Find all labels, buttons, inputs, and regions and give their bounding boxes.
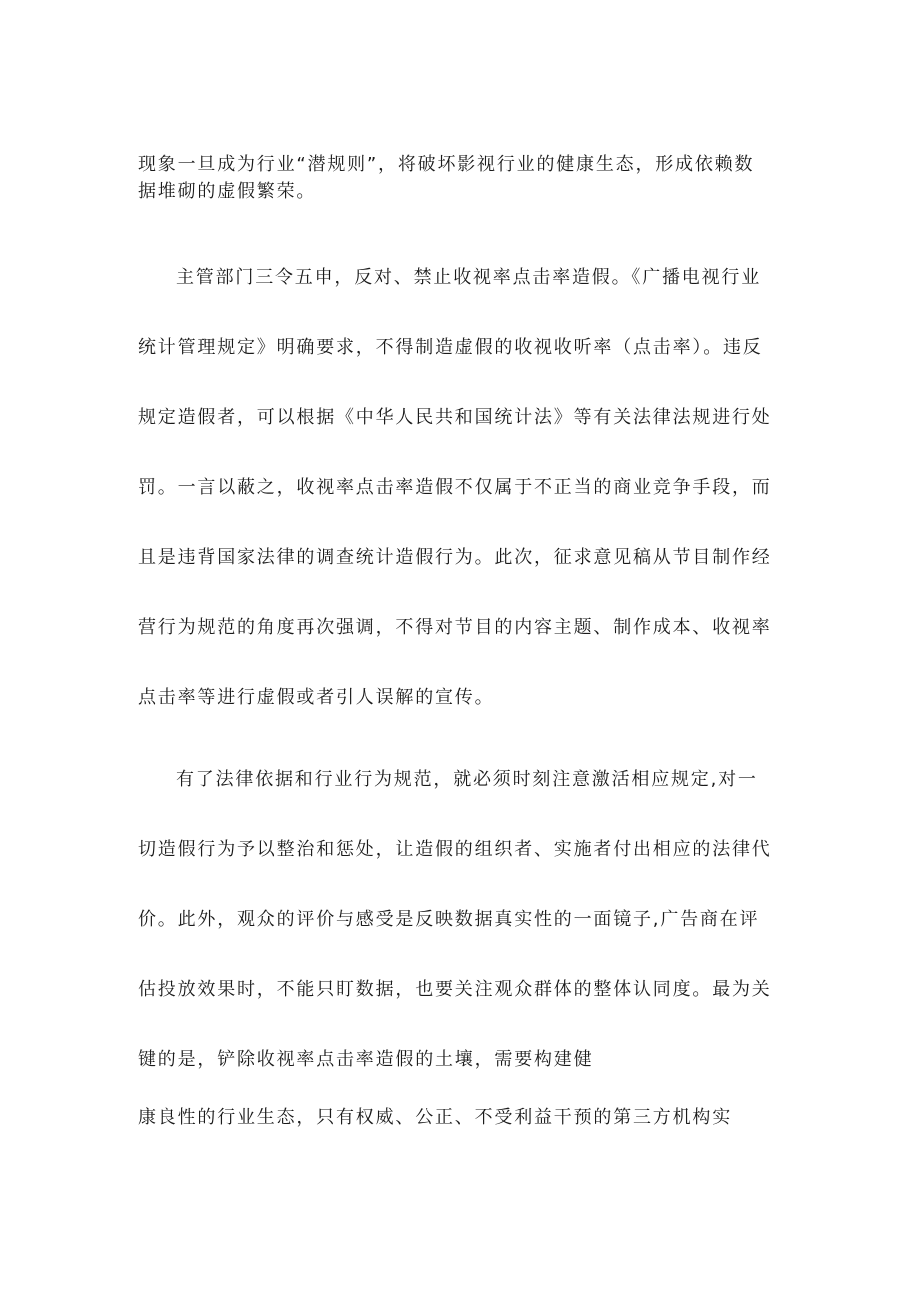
paragraph-line: 营行为规范的角度再次强调，不得对节目的内容主题、制作成本、收视率	[138, 617, 772, 638]
paragraph-line: 据堆砌的虚假繁荣。	[138, 181, 317, 202]
paragraph-line: 键的是，铲除收视率点击率造假的土壤，需要构建健	[138, 1049, 594, 1070]
paragraph-line: 切造假行为予以整治和惩处，让造假的组织者、实施者付出相应的法律代	[138, 839, 772, 860]
paragraph-line: 主管部门三令五申，反对、禁止收视率点击率造假。《广播电视行业	[176, 267, 761, 288]
paragraph-line: 罚。一言以蔽之，收视率点击率造假不仅属于不正当的商业竞争手段，而	[138, 477, 772, 498]
paragraph-line: 且是违背国家法律的调查统计造假行为。此次，征求意见稿从节目制作经	[138, 547, 772, 568]
paragraph-line: 现象一旦成为行业“潜规则”，将破坏影视行业的健康生态，形成依赖数	[138, 154, 755, 175]
paragraph-line: 有了法律依据和行业行为规范，就必须时刻注意激活相应规定,对一	[176, 769, 758, 790]
paragraph-line: 统计管理规定》明确要求，不得制造虚假的收视收听率（点击率）。违反	[138, 337, 763, 358]
paragraph-line: 估投放效果时，不能只盯数据，也要关注观众群体的整体认同度。最为关	[138, 979, 772, 1000]
paragraph-line: 康良性的行业生态，只有权威、公正、不受利益干预的第三方机构实	[138, 1107, 732, 1128]
paragraph-line: 价。此外，观众的评价与感受是反映数据真实性的一面镜子,广告商在评	[138, 909, 760, 930]
paragraph-line: 规定造假者，可以根据《中华人民共和国统计法》等有关法律法规进行处	[138, 407, 772, 428]
paragraph-line: 点击率等进行虚假或者引人误解的宣传。	[138, 687, 495, 708]
